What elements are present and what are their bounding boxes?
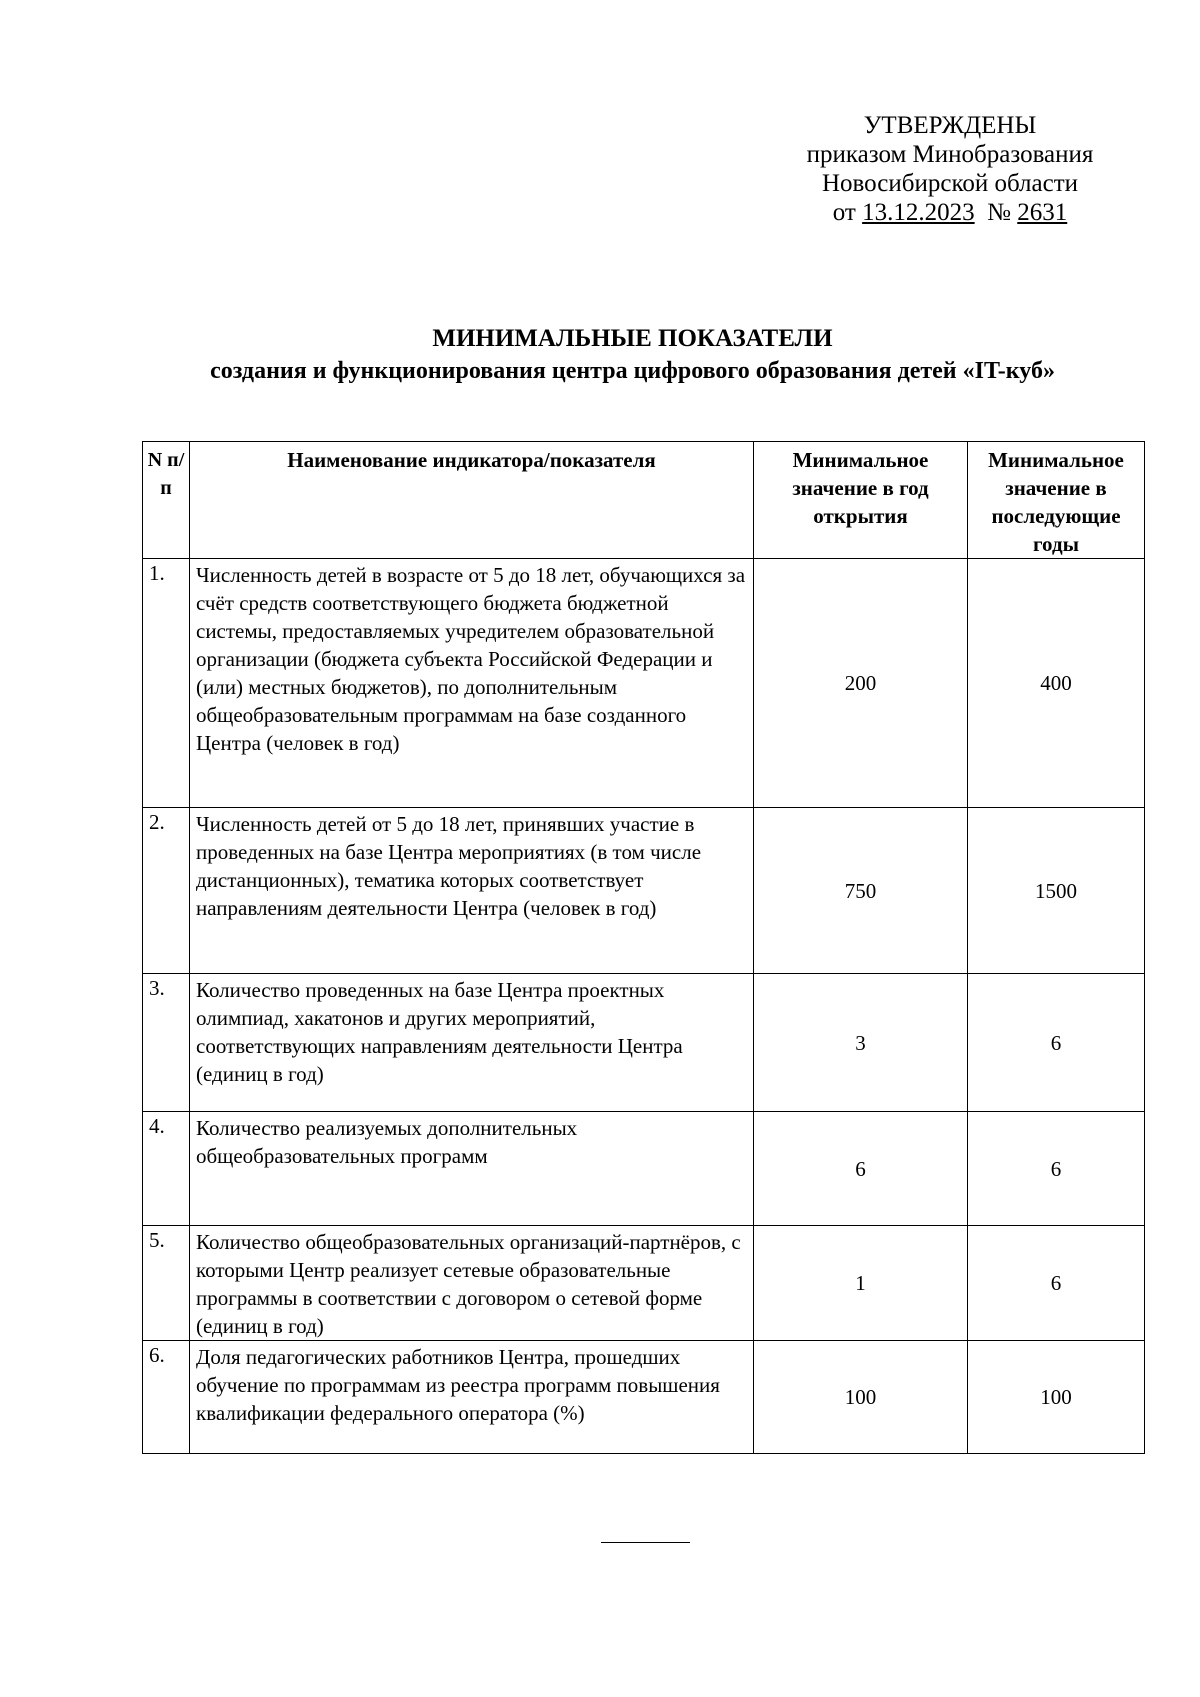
- table-row: [143, 559, 1145, 808]
- row-next-years: 100: [968, 1341, 1145, 1454]
- row-num: 5.: [143, 1226, 190, 1341]
- row-next-years: 6: [968, 1112, 1145, 1226]
- table-row: [143, 808, 1145, 974]
- approval-date-prefix: от: [832, 199, 856, 226]
- table-row: [143, 974, 1145, 1112]
- row-num: 2.: [143, 808, 190, 974]
- title-main: МИНИМАЛЬНЫЕ ПОКАЗАТЕЛИ: [432, 325, 833, 352]
- table-header-row: [143, 442, 1145, 559]
- approval-region-line: Новосибирской области: [821, 170, 1079, 197]
- header-name: Наименование индикатора/показателя: [190, 442, 754, 559]
- row-num: 6.: [143, 1341, 190, 1454]
- approval-date-line: [770, 198, 1130, 227]
- approval-heading: УТВЕРЖДЕНЫ: [863, 112, 1037, 139]
- indicators-table: [142, 441, 1145, 1454]
- approval-number-sign: №: [987, 199, 1011, 226]
- row-first-year: 200: [754, 559, 968, 808]
- row-num: 1.: [143, 559, 190, 808]
- row-name: Количество реализуемых дополнительных общеобразовательных программ: [190, 1112, 754, 1226]
- row-first-year: 750: [754, 808, 968, 974]
- approval-block: [770, 111, 1130, 227]
- table-row: [143, 1112, 1145, 1226]
- approval-date: 13.12.2023: [862, 199, 975, 226]
- approval-number: 2631: [1017, 199, 1068, 226]
- table-row: [143, 1341, 1145, 1454]
- row-name: Количество проведенных на базе Центра проектных олимпиад, хакатонов и других мероприятий, соответствующих направлениям деятельности Центра (единиц в год): [190, 974, 754, 1112]
- header-num: N п/п: [143, 442, 190, 559]
- row-first-year: 3: [754, 974, 968, 1112]
- row-next-years: 400: [968, 559, 1145, 808]
- title-subtitle: создания и функционирования центра цифрового образования детей «IT-куб»: [210, 358, 1055, 384]
- table-row: [143, 1226, 1145, 1341]
- header-next-years: Минимальное значение в последующие годы: [968, 442, 1145, 559]
- header-first-year: Минимальное значение в год открытия: [754, 442, 968, 559]
- approval-order-line: приказом Минобразования: [806, 141, 1094, 168]
- row-name: Доля педагогических работников Центра, прошедших обучение по программам из реестра программ повышения квалификации федерального оператора (%): [190, 1341, 754, 1454]
- row-next-years: 1500: [968, 808, 1145, 974]
- row-num: 4.: [143, 1112, 190, 1226]
- row-num: 3.: [143, 974, 190, 1112]
- row-name: Количество общеобразовательных организаций-партнёров, с которыми Центр реализует сетевые образовательные программы в соответствии с договором о сетевой форме (единиц в год): [190, 1226, 754, 1341]
- row-first-year: 1: [754, 1226, 968, 1341]
- row-name: Численность детей от 5 до 18 лет, принявших участие в проведенных на базе Центра мероприятиях (в том числе дистанционных), тематика которых соответствует направлениям деятельности Центра (человек в год): [190, 808, 754, 974]
- footer-divider: [601, 1542, 690, 1543]
- row-name: Численность детей в возрасте от 5 до 18 лет, обучающихся за счёт средств соответствующего бюджета бюджетной системы, предоставляемых учредителем образовательной организации (бюджета субъекта Российской Федерации и (или) местных бюджетов), по дополнительным общеобразовательным программам на базе созданного Центра (человек в год): [190, 559, 754, 808]
- document-title: [130, 323, 1135, 387]
- row-next-years: 6: [968, 1226, 1145, 1341]
- row-next-years: 6: [968, 974, 1145, 1112]
- row-first-year: 100: [754, 1341, 968, 1454]
- row-first-year: 6: [754, 1112, 968, 1226]
